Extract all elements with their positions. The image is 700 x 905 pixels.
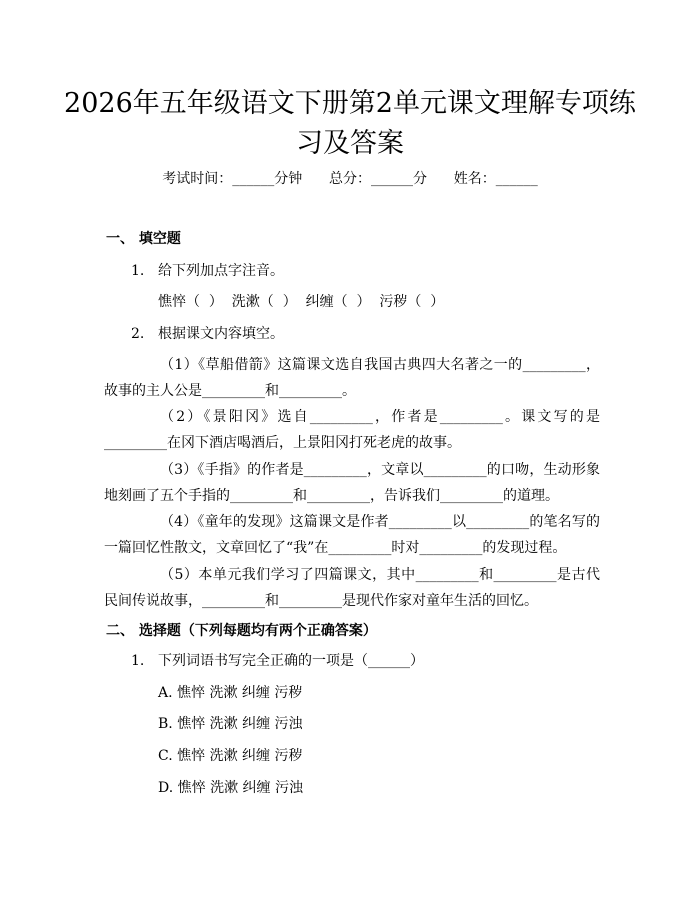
question-text: 根据课文内容填空。 [158, 326, 284, 342]
document-title: 2026年五年级语文下册第2单元课文理解专项练习及答案 [64, 88, 636, 159]
fill-paragraph-2: （2）《景阳冈》选自_________，作者是_________。课文写的是_________在冈下酒店喝酒后，上景阳冈打死老虎的故事。 [104, 409, 600, 451]
section-heading-choice: 二、 选择题（下列每题均有两个正确答案） [106, 623, 377, 639]
question-number: 2. [131, 326, 145, 342]
question-number: 1. [131, 653, 145, 669]
question-number: 1. [131, 263, 145, 279]
fill-paragraph-3: （3）《手指》的作者是_________，文章以_________的口吻，生动形象地刻画了五个手指的_________和_________，告诉我们_________的道理。 [104, 462, 600, 504]
pinyin-word-list: 憔悴（ ） 洗漱（ ） 纠缠（ ） 污秽（ ） [158, 294, 445, 310]
question-3 [131, 651, 424, 671]
choice-option-a: A. 憔悴 洗漱 纠缠 污秽 [158, 685, 303, 701]
question-text: 下列词语书写完全正确的一项是（______） [158, 653, 424, 669]
fill-paragraph-1: （1）《草船借箭》这篇课文选自我国古典四大名著之一的_________，故事的主人公是_________和_________。 [104, 357, 600, 399]
choice-option-d: D. 憔悴 洗漱 纠缠 污浊 [158, 780, 303, 796]
fill-paragraph-5: （5）本单元我们学习了四篇课文，其中_________和_________是古代民间传说故事，_________和_________是现代作家对童年生活的回忆。 [104, 567, 600, 609]
fill-paragraph-4: （4）《童年的发现》这篇课文是作者_________以_________的笔名写的一篇回忆性散文，文章回忆了“我”在_________时对_________的发现过程。 [104, 514, 600, 556]
question-text: 给下列加点字注音。 [158, 263, 284, 279]
choice-option-b: B. 憔悴 洗漱 纠缠 污浊 [158, 716, 303, 732]
question-1 [131, 261, 284, 281]
exam-info-line: 考试时间：______分钟 总分：______分 姓名：______ [162, 171, 538, 187]
question-2 [131, 324, 284, 344]
choice-option-c: C. 憔悴 洗漱 纠缠 污秽 [158, 748, 303, 764]
section-heading-fill-in: 一、 填空题 [106, 231, 181, 247]
